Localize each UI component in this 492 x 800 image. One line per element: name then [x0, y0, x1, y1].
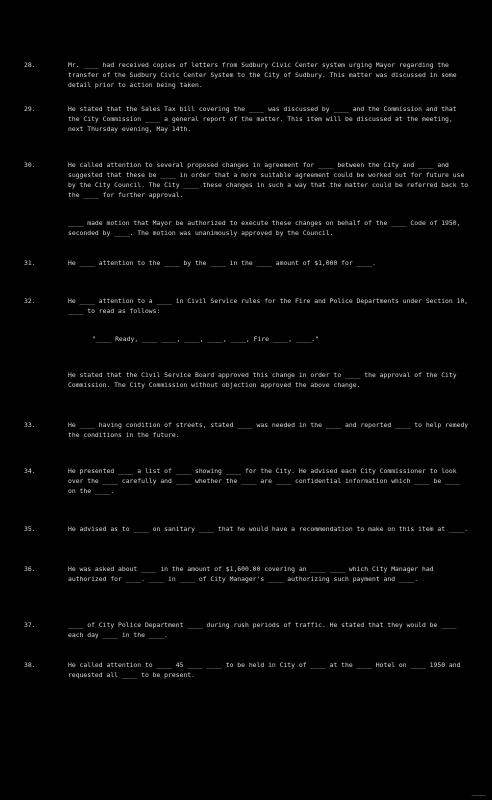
item-text: ____ made motion that Mayor be authorized to execute these changes on behalf of the ____ Code of 1950, seconded by ____. The motion was unanimously approved by the Council. — [68, 219, 461, 237]
item-text: He called attention to several proposed changes in agreement for ____ between the City and ____ and suggested that these be ____ in order that a more suitable agreement could be worked out for future use by the City Council. The City ____ these changes in such a way that the matter could be referred back to the ____ for further approval. — [68, 161, 469, 199]
item-text: He ____ having condition of streets, stated ____ was needed in the ____ and reported ____ to help remedy the conditions in the future. — [68, 421, 469, 439]
item-text: He stated that the Civil Service Board approved this change in order to ____ the approval of the City Commission. The City Commission without objection approved the above change. — [68, 371, 457, 389]
item-number: 33. — [24, 421, 36, 429]
item-text: Mr. ____ had received copies of letters from Sudbury Civic Center system urging Mayor regarding the transfer of the Sudbury Civic Center System to the City of Sudbury. This matter was discussed in some detail prior to action being taken. — [68, 61, 457, 89]
item-number: 34. — [24, 467, 36, 475]
page-corner-mark: ____ — [471, 789, 486, 796]
item-number: 35. — [24, 525, 36, 533]
item-number: 32. — [24, 297, 36, 305]
item-number: 29. — [24, 105, 36, 113]
item-number: 28. — [24, 61, 36, 69]
item-text: He called attention to ____ 45 ____ ____ to be held in City of ____ at the ____ Hotel on ____ 1950 and requested all ____ to be present. — [68, 661, 461, 679]
item-text: He presented ____ a list of ____ showing ____ for the City. He advised each City Commissioner to look over the ____ carefully and ____ whether the ____ are ____ confidential information which ____ be ____ on the ____. — [68, 467, 461, 495]
item-text: He ____ attention to the ____ by the ____ in the ____ amount of $1,000 for ____. — [68, 259, 376, 267]
item-text: He advised as to ____ on sanitary ____ that he would have a recommendation to make on this item at ____. — [68, 525, 469, 533]
quoted-rule-text: "____ Ready, ____ ____, ____, ____, ____, Fire ____, ____." — [92, 335, 320, 343]
item-number: 30. — [24, 161, 36, 169]
item-number: 37. — [24, 621, 36, 629]
item-text: ____ of City Police Department ____ during rush periods of traffic. He stated that they would be ____ each day ____ in the ____. — [68, 621, 457, 639]
item-number: 31. — [24, 259, 36, 267]
item-text: He ____ attention to a ____ in Civil Service rules for the Fire and Police Departments under Section 10, ____ to read as follows: — [68, 297, 469, 315]
item-text: He stated that the Sales Tax bill covering the ____ was discussed by ____ and the Commission and that the City Commission ____ a general report of the matter. This item will be discussed at the meeting, next Thursday evening, May 14th. — [68, 105, 457, 133]
item-number: 36. — [24, 565, 36, 573]
item-text: He was asked about ____ in the amount of $1,600.00 covering an ____ ____ which City Manager had authorized for ____. ____ in ____ of City Manager's ____ authorizing such payment and ____. — [68, 565, 434, 583]
item-number: 38. — [24, 661, 36, 669]
